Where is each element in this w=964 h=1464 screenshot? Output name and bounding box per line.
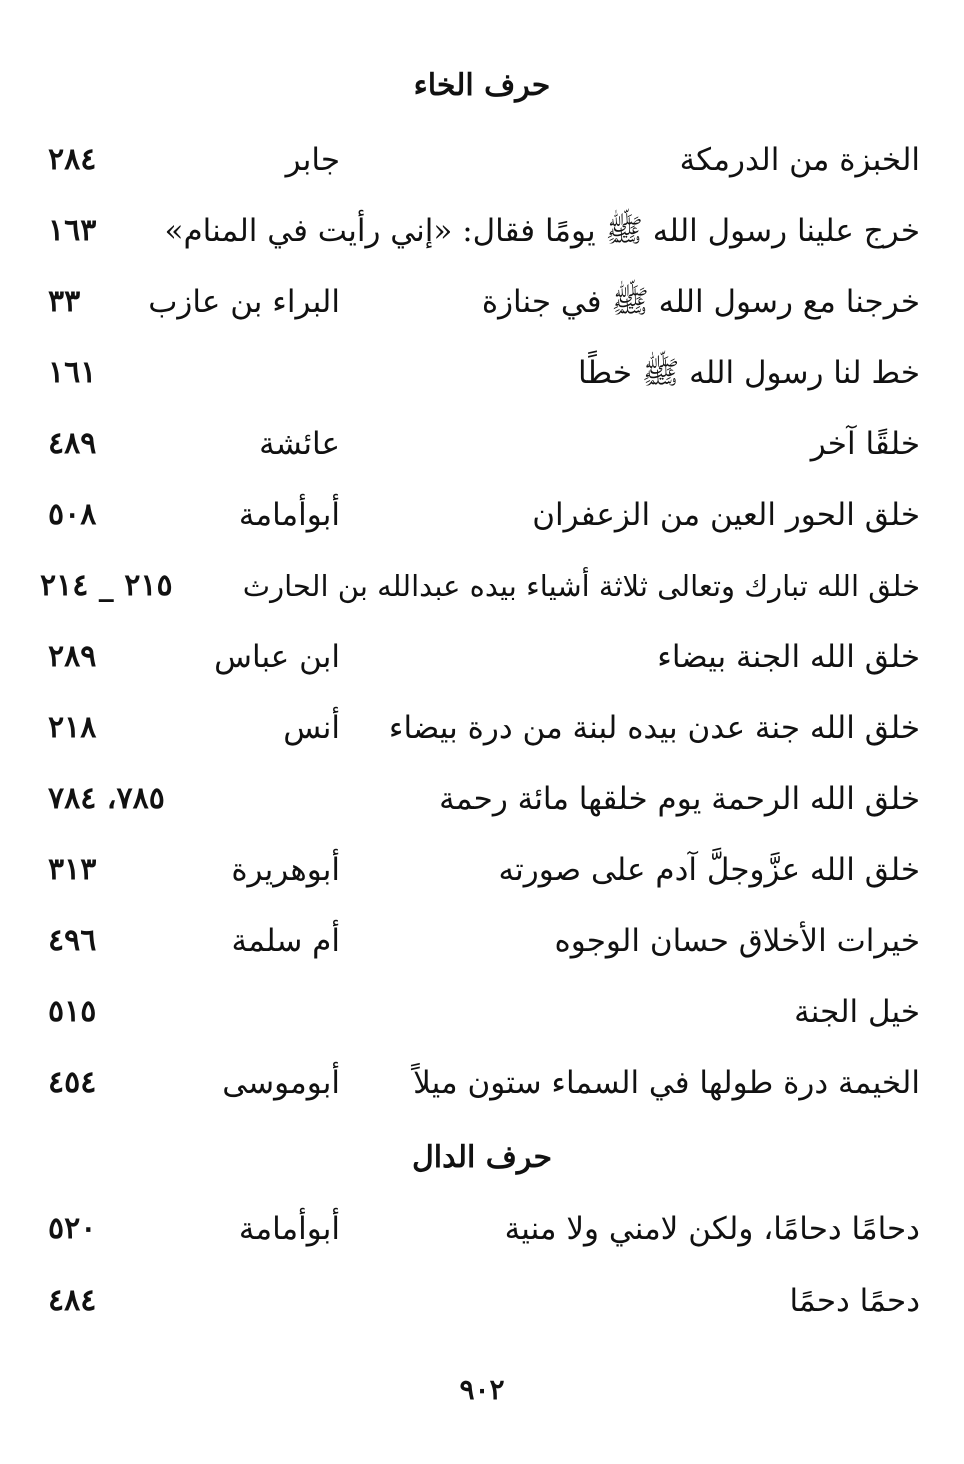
page-ref: ٤٨٩ <box>48 426 97 461</box>
index-entry <box>40 632 920 682</box>
index-entry <box>40 561 920 611</box>
page-ref: ٢٨٩ <box>48 639 97 674</box>
index-entry <box>40 277 920 327</box>
narrator: ابن عباس <box>214 639 340 675</box>
hadith-text: خلق الله الرحمة يوم خلقها مائة رحمة <box>439 781 920 817</box>
page-ref: ٣١٣ <box>48 852 97 887</box>
hadith-text: دحامًا دحامًا، ولكن لامني ولا منية <box>504 1211 920 1247</box>
hadith-text: الخيمة درة طولها في السماء ستون ميلاً <box>413 1065 920 1101</box>
narrator: أبوهريرة <box>231 852 340 888</box>
page-number: ٩٠٢ <box>459 1373 505 1406</box>
narrator: أم سلمة <box>231 923 340 959</box>
narrator: أنس <box>283 710 340 746</box>
page-ref: ١٦٣ <box>48 213 97 248</box>
page-ref: ٤٩٦ <box>48 923 97 958</box>
narrator: أبوموسى <box>222 1065 340 1101</box>
hadith-text: خط لنا رسول الله ﷺ خطًا <box>577 355 920 391</box>
index-entry <box>40 845 920 895</box>
hadith-text: الخبزة من الدرمكة <box>679 142 920 178</box>
hadith-text: خلق الله جنة عدن بيده لبنة من درة بيضاء <box>388 710 920 746</box>
index-entry <box>40 419 920 469</box>
page-ref: ٤٨٤ <box>48 1283 97 1318</box>
index-entry <box>40 987 920 1037</box>
narrator: البراء بن عازب <box>148 284 340 320</box>
index-entry <box>40 348 920 398</box>
page-ref: ٢١٨ <box>48 710 97 745</box>
page-ref: ٢١٥ _ ٢١٤ <box>40 568 173 603</box>
page-ref: ٢٨٤ <box>48 142 97 177</box>
narrator: جابر <box>285 142 340 178</box>
hadith-text: خرج علينا رسول الله ﷺ يومًا فقال: «إني رأيت في المنام» <box>164 213 920 249</box>
index-entry <box>40 1204 920 1254</box>
section-title-kha: حرف الخاء <box>413 68 551 103</box>
hadith-text: خرجنا مع رسول الله ﷺ في جنازة <box>481 284 920 320</box>
narrator: أبوأمامة <box>238 1211 340 1247</box>
page-ref: ٤٥٤ <box>48 1065 97 1100</box>
hadith-text: دحمًا دحمًا <box>789 1283 920 1319</box>
page-ref: ٥٠٨ <box>48 497 97 532</box>
hadith-text: خيرات الأخلاق حسان الوجوه <box>554 923 920 959</box>
narrator: عائشة <box>259 426 340 462</box>
index-entry <box>40 1058 920 1108</box>
hadith-text: خيل الجنة <box>794 994 920 1030</box>
hadith-text: خلق الحور العين من الزعفران <box>532 497 920 533</box>
index-entry <box>40 490 920 540</box>
index-entry <box>40 1276 920 1326</box>
index-entry <box>40 703 920 753</box>
index-entry <box>40 916 920 966</box>
index-entry <box>40 206 920 256</box>
hadith-text: خلقًا آخر <box>810 426 920 462</box>
narrator: أبوأمامة <box>238 497 340 533</box>
hadith-text: خلق الله الجنة بيضاء <box>657 639 920 675</box>
page-ref: ٣٣ <box>48 284 81 319</box>
page-ref: ٥٢٠ <box>48 1211 97 1246</box>
page-ref: ٥١٥ <box>48 994 97 1029</box>
section-title-dal: حرف الدال <box>412 1140 552 1175</box>
hadith-text: خلق الله تبارك وتعالى ثلاثة أشياء بيده عبدالله بن الحارث <box>242 569 920 603</box>
page-ref: ١٦١ <box>48 355 97 390</box>
index-entry <box>40 774 920 824</box>
index-entry <box>40 135 920 185</box>
page-ref: ٧٨٥، ٧٨٤ <box>48 781 165 816</box>
hadith-text: خلق الله عزَّوجلَّ آدم على صورته <box>498 852 920 888</box>
